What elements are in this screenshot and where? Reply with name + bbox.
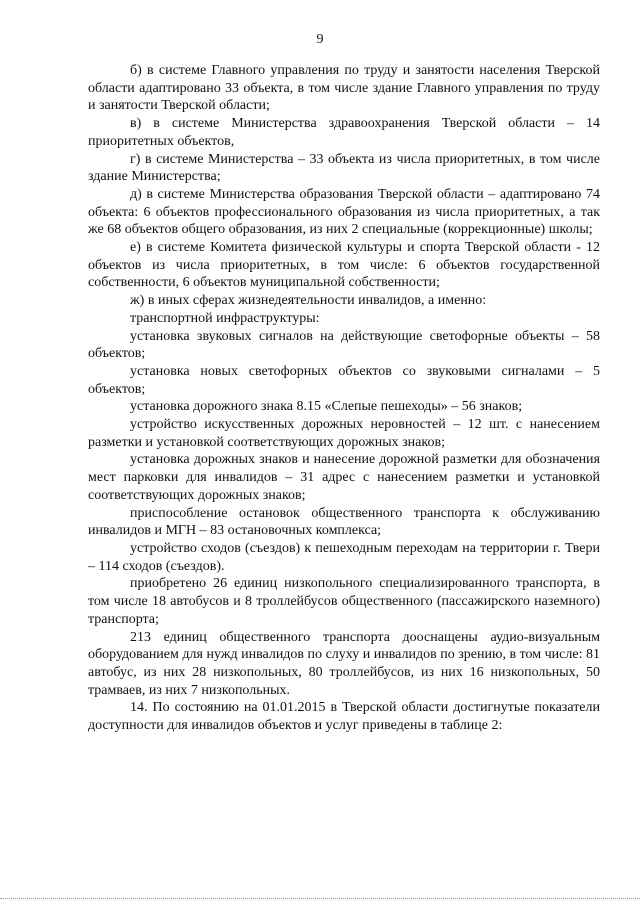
paragraph-audio-visual: 213 единиц общественного транспорта дооснащены аудио-визуальным оборудованием для нужд инвалидов по слуху и инвалидов по зрению, в том числе: 81 автобус, из них 28 низкопольных, 80 троллейбусов, из них 16 низкопольных, 50 трамваев, из них 7 низкопольных.	[88, 629, 600, 698]
bottom-divider	[0, 898, 640, 899]
paragraph-14: 14. По состоянию на 01.01.2015 в Тверской области достигнутые показатели доступности для инвалидов объектов и услуг приведены в таблице 2:	[88, 700, 600, 734]
paragraph-sound-signals: установка звуковых сигналов на действующие светофорные объекты – 58 объектов;	[88, 328, 600, 362]
paragraph-transport-heading: транспортной инфраструктуры:	[130, 310, 320, 326]
paragraph-new-traffic-lights: установка новых светофорных объектов со звуковыми сигналами – 5 объектов;	[88, 363, 600, 397]
page-number: 9	[316, 32, 324, 47]
paragraph-road-sign: установка дорожного знака 8.15 «Слепые пешеходы» – 56 знаков;	[130, 399, 523, 415]
paragraph-v: в) в системе Министерства здравоохранения Тверской области – 14 приоритетных объектов,	[88, 116, 600, 149]
paragraph-g: г) в системе Министерства – 33 объекта из числа приоритетных, в том числе здание Министерства;	[88, 151, 600, 185]
paragraph-parking: установка дорожных знаков и нанесение дорожной разметки для обозначения мест парковки для инвалидов – 31 адрес с нанесением разметки и установкой соответствующих дорожных знаков;	[88, 452, 600, 503]
document-body	[88, 62, 600, 735]
paragraph-zh: ж) в иных сферах жизнедеятельности инвалидов, а именно:	[130, 293, 487, 309]
paragraph-ramps: устройство сходов (съездов) к пешеходным переходам на территории г. Твери – 114 сходов (съездов).	[88, 540, 600, 574]
paragraph-low-floor-transport: приобретено 26 единиц низкопольного специализированного транспорта, в том числе 18 автобусов и 8 троллейбусов общественного (пассажирского наземного) транспорта;	[88, 576, 600, 627]
paragraph-e: е) в системе Комитета физической культуры и спорта Тверской области - 12 объектов из числа приоритетных, в том числе: 6 объектов государственной собственности, 6 объектов муниципальной собственности;	[88, 240, 600, 291]
paragraph-bus-stops: приспособление остановок общественного транспорта к обслуживанию инвалидов и МГН – 83 остановочных комплекса;	[88, 505, 600, 539]
paragraph-speed-bumps: устройство искусственных дорожных неровностей – 12 шт. с нанесением разметки и установкой соответствующих дорожных знаков;	[88, 417, 600, 450]
paragraph-d: д) в системе Министерства образования Тверской области – адаптировано 74 объекта: 6 объектов профессионального образования из числа приоритетных, а так же 68 объектов общего образования, из них 2 специальные (коррекционные) школы;	[88, 186, 600, 238]
paragraph-b: б) в системе Главного управления по труду и занятости населения Тверской области адаптировано 33 объекта, в том числе здание Главного управления по труду и занятости Тверской области;	[88, 63, 600, 114]
